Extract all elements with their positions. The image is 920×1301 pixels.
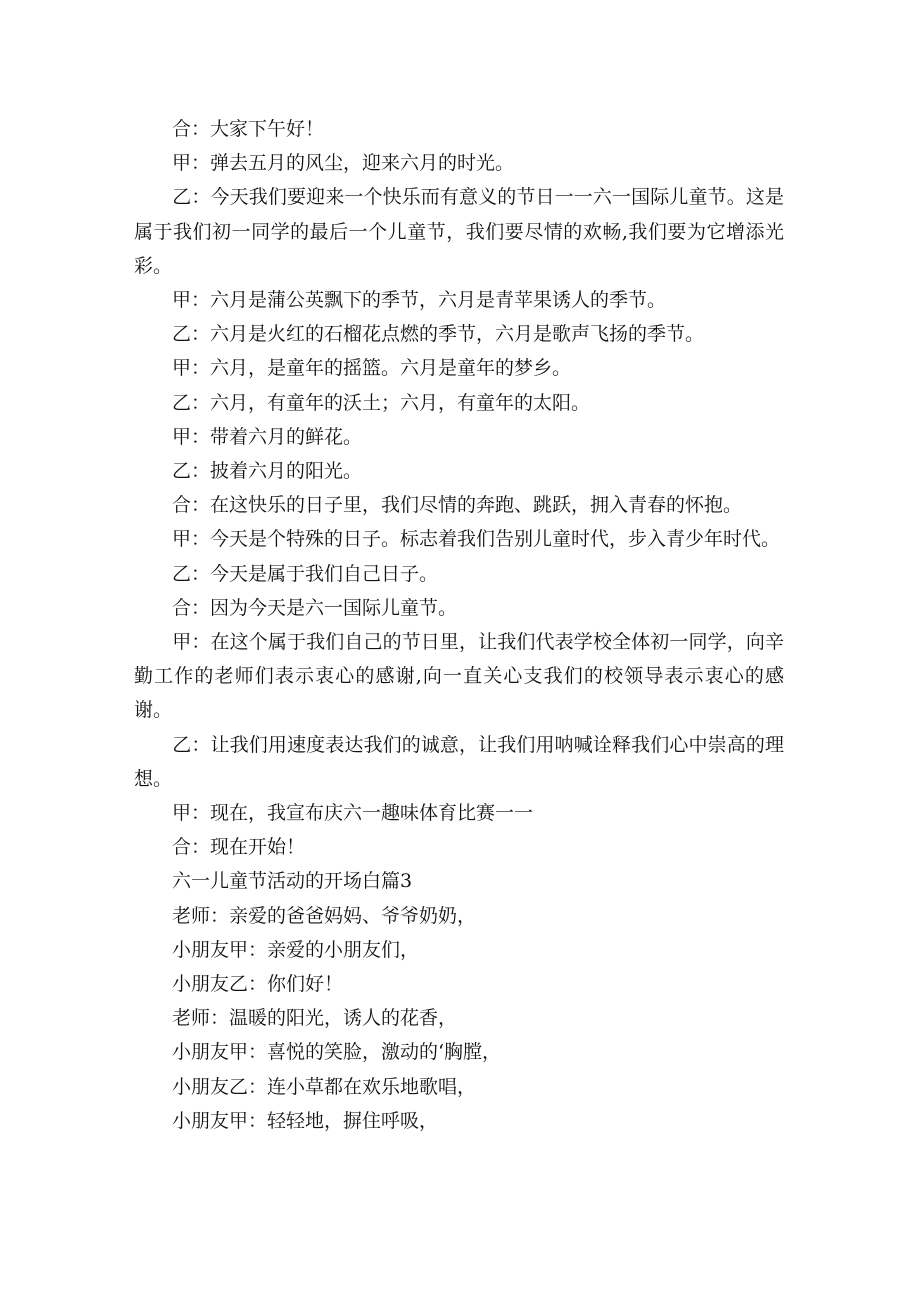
paragraph: 甲：今天是个特殊的日子。标志着我们告别儿童时代，步入青少年时代。 bbox=[134, 528, 781, 551]
paragraph: 小朋友乙：连小草都在欢乐地歌唱， bbox=[134, 1075, 477, 1098]
paragraph: 乙：今天我们要迎来一个快乐而有意义的节日一一六一国际儿童节。这是属于我们初一同学的最后一个儿童节，我们要尽情的欢畅,我们要为它增添光彩。 bbox=[134, 186, 784, 277]
paragraph: 甲：现在，我宣布庆六一趣味体育比赛一一 bbox=[134, 802, 534, 825]
paragraph: 乙：今天是属于我们自己日子。 bbox=[134, 562, 439, 585]
paragraph: 合：现在开始！ bbox=[134, 836, 306, 859]
paragraph: 合：因为今天是六一国际儿童节。 bbox=[134, 596, 458, 619]
paragraph: 老师：温暖的阳光，诱人的花香， bbox=[134, 1007, 458, 1030]
paragraph: 乙：六月，有童年的沃土；六月，有童年的太阳。 bbox=[134, 391, 591, 414]
paragraph: 甲：弹去五月的风尘，迎来六月的时光。 bbox=[134, 152, 515, 175]
paragraph: 小朋友甲：轻轻地，摒住呼吸， bbox=[134, 1109, 439, 1132]
paragraph: 乙：披着六月的阳光。 bbox=[134, 460, 363, 483]
paragraph: 小朋友乙：你们好！ bbox=[134, 973, 344, 996]
paragraph: 甲：六月，是童年的摇篮。六月是童年的梦乡。 bbox=[134, 357, 572, 380]
document-body bbox=[134, 112, 784, 1138]
paragraph: 合：大家下午好！ bbox=[134, 118, 325, 140]
paragraph: 乙：六月是火红的石榴花点燃的季节，六月是歌声飞扬的季节。 bbox=[134, 323, 705, 346]
paragraph: 小朋友甲：亲爱的小朋友们， bbox=[134, 938, 420, 961]
section-heading: 六一儿童节活动的开场白篇3 bbox=[134, 870, 413, 893]
paragraph: 老师：亲爱的爸爸妈妈、爷爷奶奶， bbox=[134, 904, 477, 927]
paragraph: 甲：在这个属于我们自己的节日里，让我们代表学校全体初一同学，向辛勤工作的老师们表示衷心的感谢,向一直关心支我们的校领导表示衷心的感谢。 bbox=[134, 631, 784, 722]
paragraph: 合：在这快乐的日子里，我们尽情的奔跑、跳跃，拥入青春的怀抱。 bbox=[134, 494, 743, 517]
paragraph: 甲：带着六月的鲜花。 bbox=[134, 425, 363, 448]
paragraph: 甲：六月是蒲公英飘下的季节，六月是青苹果诱人的季节。 bbox=[134, 289, 667, 312]
paragraph: 乙：让我们用速度表达我们的诚意，让我们用呐喊诠释我们心中崇高的理想。 bbox=[134, 733, 784, 790]
paragraph: 小朋友甲：喜悦的笑脸，激动的‘胸膛， bbox=[134, 1041, 502, 1064]
